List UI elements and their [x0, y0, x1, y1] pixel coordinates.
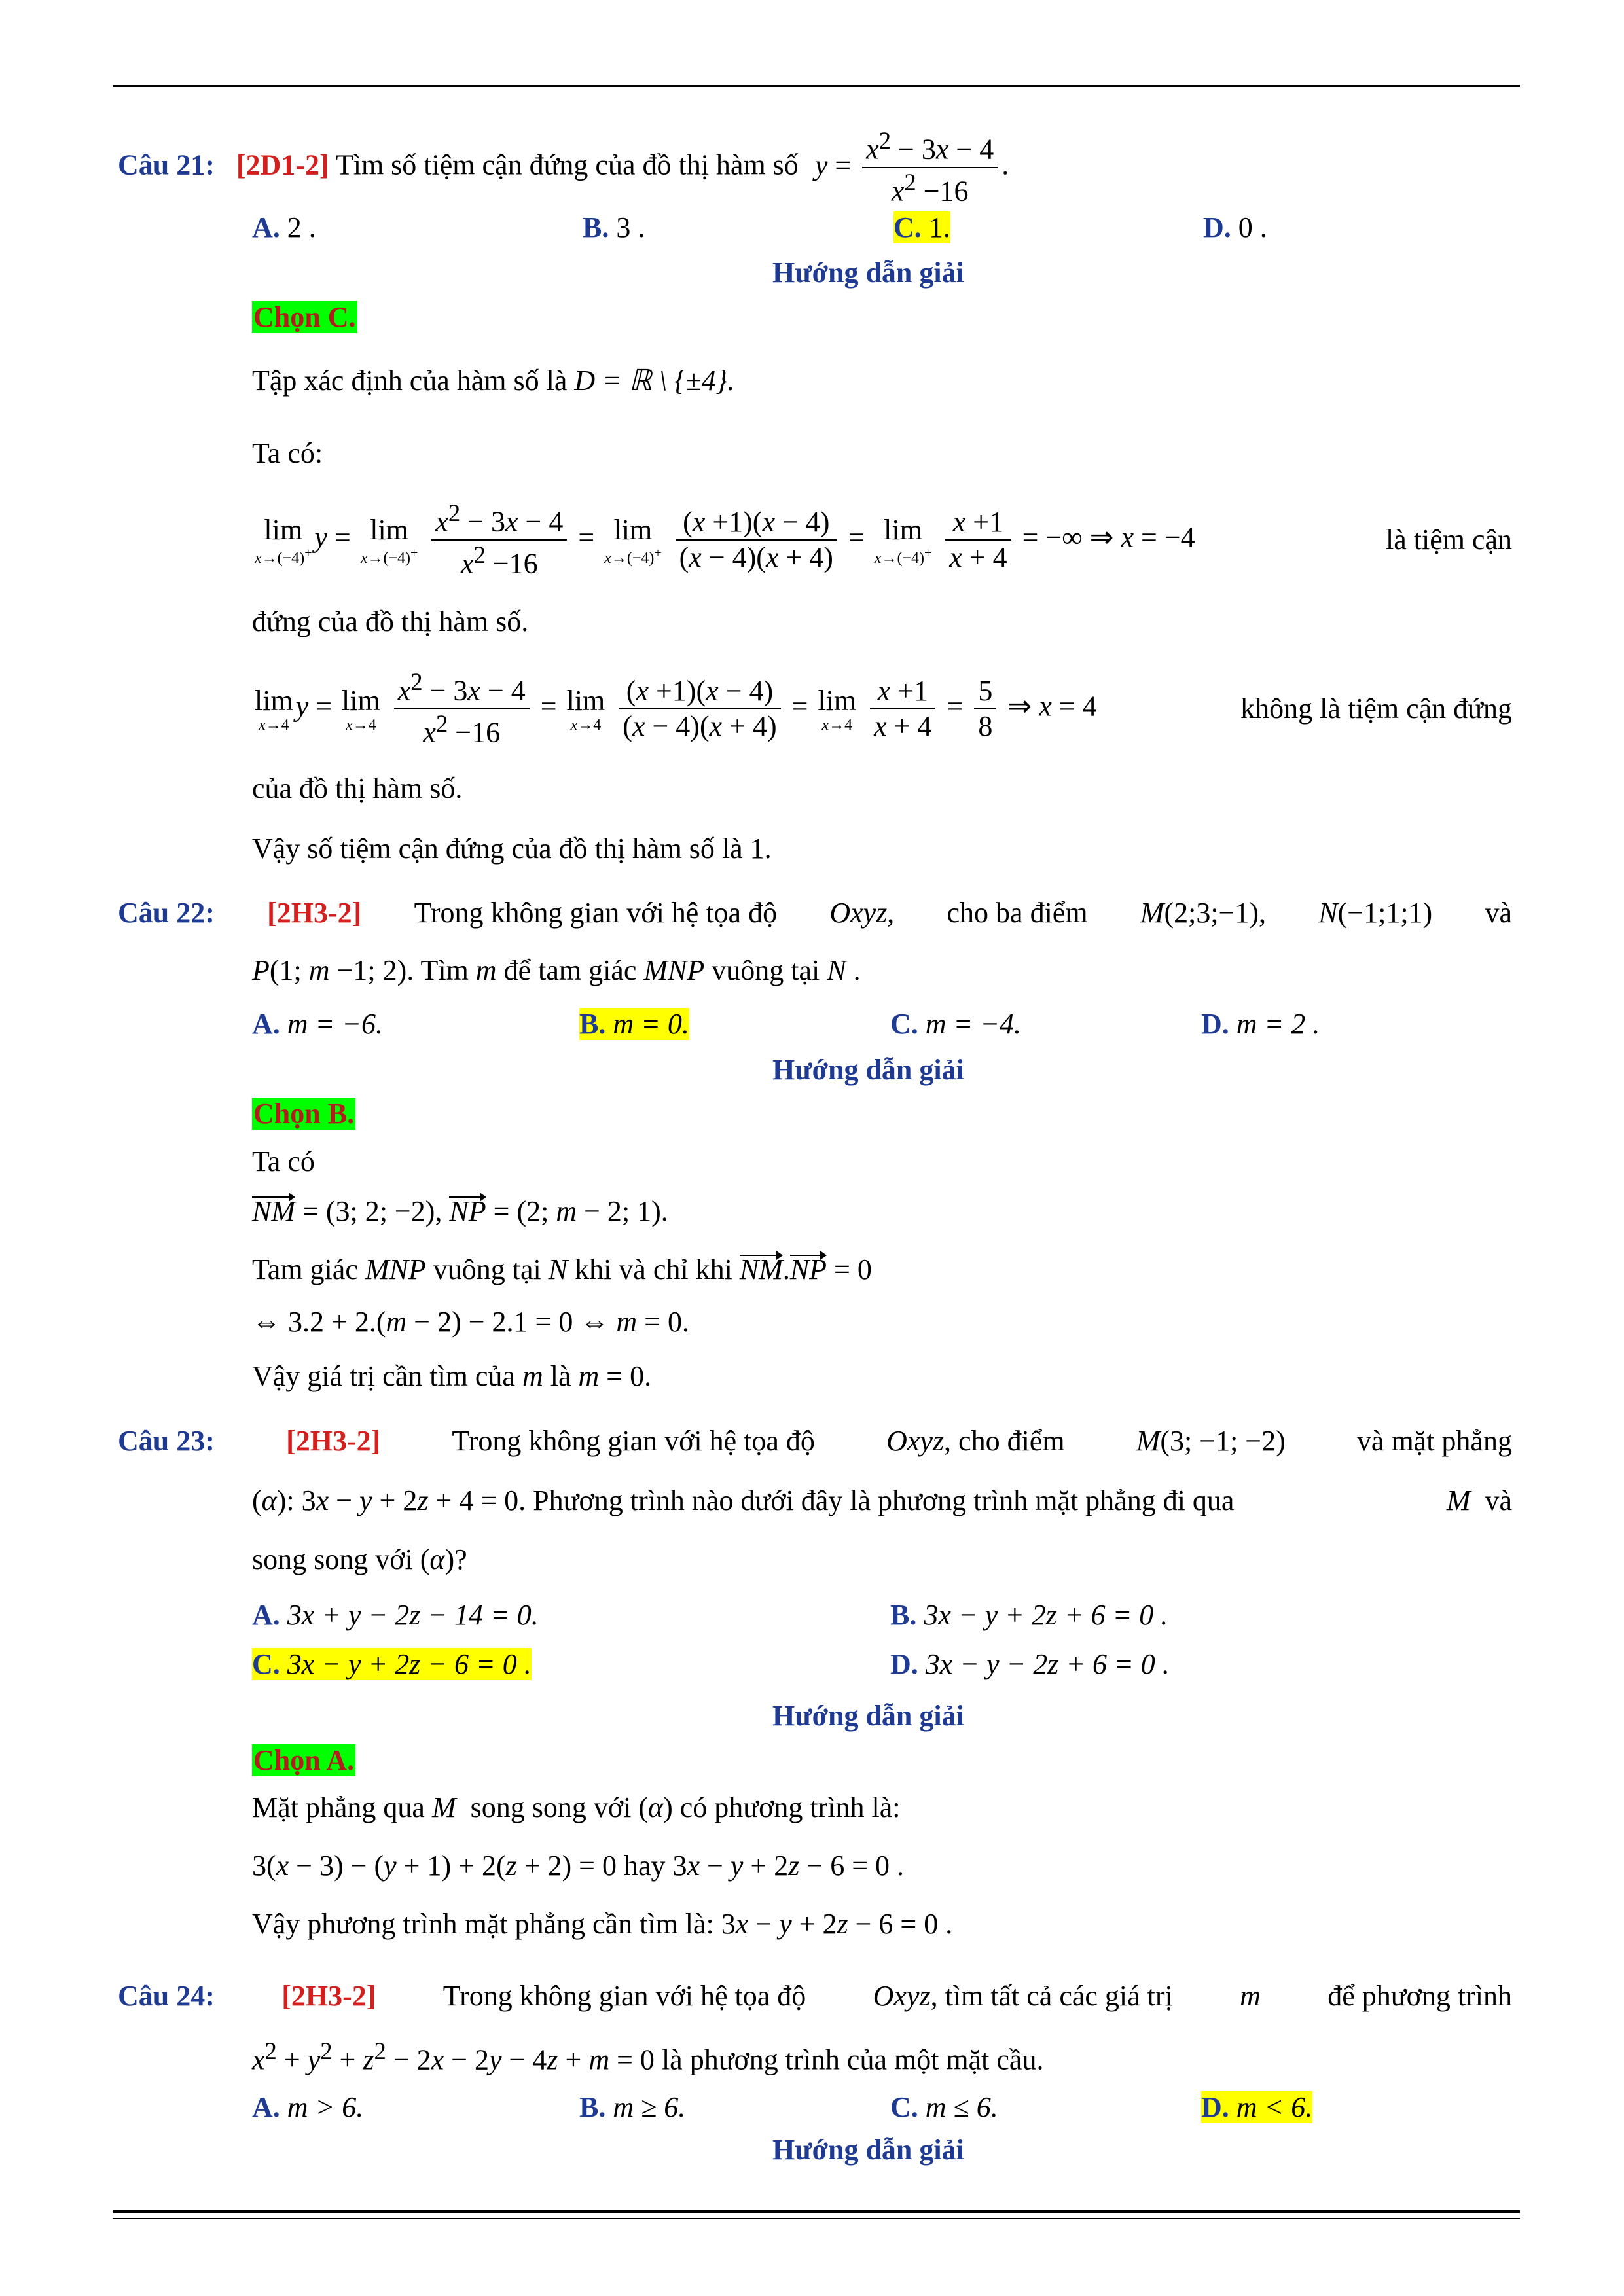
q24-stem: Câu 24: [2H3-2] Trong không gian với hệ tọa độ Oxyz, tìm tất cả các giá trị m để phương trình — [118, 1980, 1512, 2012]
q22-equation: ⇔ 3.2 + 2.(m − 2) − 2.1 = 0 ⇔ m = 0. — [252, 1306, 689, 1338]
q21-limit-right-cont: của đồ thị hàm số. — [252, 772, 463, 804]
q23-option-d[interactable]: D. 3x − y − 2z + 6 = 0 . — [890, 1648, 1170, 1680]
q23-stem: Câu 23: [2H3-2] Trong không gian với hệ tọa độ Oxyz, cho điểm M(3; −1; −2) và mặt phẳng — [118, 1425, 1512, 1457]
question-text: Tìm số tiệm cận đứng của đồ thị hàm số — [335, 149, 799, 181]
q23-conclusion: Vậy phương trình mặt phẳng cần tìm là: 3x − y + 2z − 6 = 0 . — [252, 1908, 953, 1940]
question-tag: [2D1-2] — [236, 149, 329, 181]
q22-vectors: NM = (3; 2; −2), NP = (2; m − 2; 1). — [252, 1195, 668, 1227]
q21-limit-right: lim x→4 y = lim x→4 $\frac{x^2 - 3x - 4}{x^2 -16}$ = lim x→4 $\frac{(x +1)(x - 4)}{(x - 4)(x + 4)}$ = lim x→4 $\frac{x +1}{x + 4}$ = $\frac{5}{8}$ ⇒ x = 4 không là tiệm cận đứng — [252, 668, 1512, 751]
q21-option-b[interactable]: B. 3 . — [583, 211, 645, 243]
q22-option-a[interactable]: A. m = −6. — [252, 1008, 383, 1040]
q21-stem: Câu 21: [2D1-2] Tìm số tiệm cận đứng của đồ thị hàm số y = $\frac{x^2 - 3x - 4}{x^2 -16}$ . — [118, 126, 1009, 209]
q22-option-d[interactable]: D. m = 2 . — [1201, 1008, 1320, 1040]
footer-rule-thin — [113, 2218, 1520, 2219]
question-tag: [2H3-2] — [267, 897, 362, 929]
q24-stem-cont: $x^2 + y^2 + z^2 - 2x - 2y - 4z + m = 0$ là phương trình của một mặt cầu. — [252, 2037, 1044, 2076]
q23-stem-cont2: song song với (α)? — [252, 1543, 467, 1575]
solution-heading: Hướng dẫn giải — [772, 1700, 964, 1732]
q21-ta-co: Ta có: — [252, 437, 323, 469]
q21-limit-left-cont: đứng của đồ thị hàm số. — [252, 605, 529, 637]
q21-option-c[interactable]: C. 1. — [893, 211, 950, 243]
function-fraction: $\frac{x^2 - 3x - 4}{x^2 -16}$ — [862, 126, 998, 209]
q23-option-c[interactable]: C. 3x − y + 2z − 6 = 0 . — [252, 1648, 532, 1680]
q22-option-c[interactable]: C. m = −4. — [890, 1008, 1021, 1040]
q24-option-a[interactable]: A. m > 6. — [252, 2091, 364, 2123]
q21-limit-left: lim x→(−4)+ y = lim x→(−4)+ $\frac{x^2 - 3x - 4}{x^2 -16}$ = lim x→(−4)+ $\frac{(x +1)(x - 4)}{(x - 4)(x + 4)}$ = lim x→(−4)+ $\frac{x +1}{x + 4}$ = −∞ ⇒ x = −4 là tiệm cận — [252, 499, 1512, 582]
question-number: Câu 22: — [118, 897, 215, 929]
solution-heading: Hướng dẫn giải — [772, 257, 964, 289]
q21-chosen: Chọn C. — [253, 301, 356, 333]
question-number: Câu 24: — [118, 1980, 215, 2012]
solution-heading: Hướng dẫn giải — [772, 2134, 964, 2166]
q21-option-d[interactable]: D. 0 . — [1203, 211, 1267, 243]
q22-condition: Tam giác MNP vuông tại N khi và chỉ khi NM.NP = 0 — [252, 1253, 872, 1285]
q24-option-c[interactable]: C. m ≤ 6. — [890, 2091, 998, 2123]
q22-conclusion: Vậy giá trị cần tìm của m là m = 0. — [252, 1360, 652, 1392]
q23-stem-cont: (α): 3x − y + 2z + 4 = 0. Phương trình nào dưới đây là phương trình mặt phẳng đi qua M và — [252, 1484, 1512, 1516]
q23-chosen: Chọn A. — [253, 1744, 355, 1776]
q22-ta-co: Ta có — [252, 1145, 315, 1177]
q21-domain-line: Tập xác định của hàm số là D = ℝ \ {±4}. — [252, 365, 735, 397]
q24-option-b[interactable]: B. m ≥ 6. — [579, 2091, 686, 2123]
q24-option-d[interactable]: D. m < 6. — [1201, 2091, 1313, 2123]
question-number: Câu 23: — [118, 1425, 215, 1457]
q23-option-b[interactable]: B. 3x − y + 2z + 6 = 0 . — [890, 1599, 1168, 1631]
q23-option-a[interactable]: A. 3x + y − 2z − 14 = 0. — [252, 1599, 539, 1631]
question-tag: [2H3-2] — [286, 1425, 381, 1457]
solution-heading: Hướng dẫn giải — [772, 1054, 964, 1086]
q23-solution-line1: Mặt phẳng qua M song song với (α) có phương trình là: — [252, 1791, 901, 1823]
q21-conclusion: Vậy số tiệm cận đứng của đồ thị hàm số là 1. — [252, 833, 772, 865]
q23-solution-line2: 3(x − 3) − (y + 1) + 2(z + 2) = 0 hay 3x − y + 2z − 6 = 0 . — [252, 1850, 905, 1882]
q22-stem-cont: P(1; m −1; 2). Tìm m để tam giác MNP vuông tại N . — [252, 954, 861, 986]
footer-rule — [113, 2210, 1520, 2213]
header-rule — [113, 85, 1520, 87]
q21-option-a[interactable]: A. 2 . — [252, 211, 316, 243]
q22-chosen: Chọn B. — [253, 1098, 355, 1130]
q22-option-b[interactable]: B. m = 0. — [579, 1008, 689, 1040]
question-number: Câu 21: — [118, 149, 215, 181]
question-tag: [2H3-2] — [281, 1980, 376, 2012]
q22-stem: Câu 22: [2H3-2] Trong không gian với hệ tọa độ Oxyz, cho ba điểm M(2;3;−1), N(−1;1;1) và — [118, 897, 1512, 929]
